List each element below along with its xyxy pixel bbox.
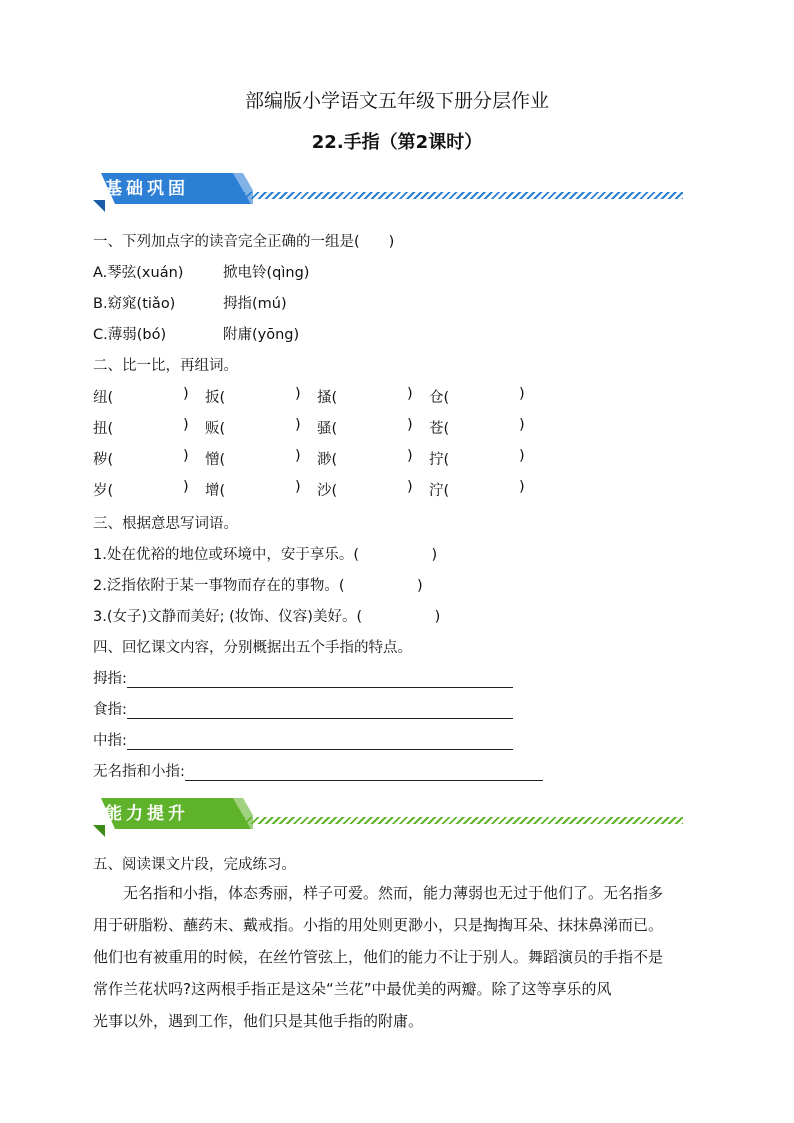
option-c-2: 附庸(yōng): [223, 327, 300, 343]
reading-passage: [93, 877, 705, 1037]
option-a-1: A.琴弦(xuán): [93, 265, 184, 281]
paren-close: ): [519, 386, 525, 402]
paren-close: ): [295, 417, 301, 433]
option-b: [93, 292, 287, 313]
grid-cell: 渺(: [317, 452, 338, 468]
paren-close: ): [183, 448, 189, 464]
answer-line[interactable]: [127, 669, 513, 688]
option-b-2: 拇指(mú): [223, 296, 287, 312]
finger-row-middle: [93, 729, 513, 750]
question-4-stem: 四、回忆课文内容，分别概据出五个手指的特点。: [93, 640, 412, 656]
question-5-stem: 五、阅读课文片段，完成练习。: [93, 857, 296, 873]
answer-line[interactable]: [127, 731, 513, 750]
grid-cell: 纽(: [93, 390, 114, 406]
grid-cell: 扳(: [205, 390, 226, 406]
grid-cell: 憎(: [205, 452, 226, 468]
paren-close: ): [407, 479, 413, 495]
question-3-item-3: 3.(女子)文静而美好; (妆饰、仪容)美好。( ): [93, 609, 441, 625]
option-b-1: B.窈窕(tiǎo): [93, 296, 176, 312]
finger-row-index: [93, 698, 513, 719]
grid-cell: 苍(: [429, 421, 450, 437]
lesson-title: 22.手指（第2课时）: [311, 132, 483, 153]
passage-line: 光事以外，遇到工作，他们只是其他手指的附庸。: [93, 1012, 424, 1030]
compare-grid: [93, 386, 553, 506]
paren-close: ): [407, 417, 413, 433]
grid-cell: 骚(: [317, 421, 338, 437]
banner-stripes: [243, 192, 683, 199]
answer-line[interactable]: [127, 700, 513, 719]
paren-close: ): [295, 448, 301, 464]
paren-close: ): [407, 448, 413, 464]
section-banner-advanced: [93, 795, 683, 837]
finger-label: 中指:: [93, 733, 127, 749]
passage-line: 用于研脂粉、蘸药末、戴戒指。小指的用处则更渺小，只是掏掏耳朵、抹抹鼻涕而已。: [93, 916, 664, 934]
paren-close: ): [519, 479, 525, 495]
grid-cell: 拧(: [429, 452, 450, 468]
answer-line[interactable]: [185, 762, 543, 781]
option-c: [93, 323, 300, 344]
question-2-stem: 二、比一比，再组词。: [93, 358, 238, 374]
paren-close: ): [407, 386, 413, 402]
paren-close: ): [183, 417, 189, 433]
passage-line: 常作兰花状吗?这两根手指正是这朵“兰花”中最优美的两瓣。除了这等享乐的风: [93, 980, 612, 998]
paren-close: ): [183, 386, 189, 402]
option-a: [93, 261, 310, 282]
question-3-item-1: 1.处在优裕的地位或环境中，安于享乐。( ): [93, 547, 438, 563]
finger-label: 拇指:: [93, 671, 127, 687]
passage-line: 他们也有被重用的时候，在丝竹管弦上，他们的能力不让于别人。舞蹈演员的手指不是: [93, 948, 664, 966]
grid-cell: 沙(: [317, 483, 338, 499]
grid-cell: 仓(: [429, 390, 450, 406]
grid-cell: 扭(: [93, 421, 114, 437]
finger-row-thumb: [93, 667, 513, 688]
paren-close: ): [295, 386, 301, 402]
section-banner-basic: [93, 170, 683, 212]
banner-stripes: [243, 817, 683, 824]
paren-close: ): [519, 417, 525, 433]
section-label: 基础巩固: [105, 179, 189, 199]
paren-close: ): [295, 479, 301, 495]
passage-line: 无名指和小指，体态秀丽，样子可爱。然而，能力薄弱也无过于他们了。无名指多: [123, 884, 664, 902]
grid-cell: 秽(: [93, 452, 114, 468]
grid-cell: 增(: [205, 483, 226, 499]
question-1-stem: 一、下列加点字的读音完全正确的一组是( ): [93, 234, 395, 250]
paren-close: ): [183, 479, 189, 495]
grid-cell: 泞(: [429, 483, 450, 499]
option-a-2: 掀电铃(qìng): [223, 265, 310, 281]
grid-cell: 贩(: [205, 421, 226, 437]
finger-row-ring-little: [93, 760, 543, 781]
paren-close: ): [519, 448, 525, 464]
question-3-item-2: 2.泛指依附于某一事物而存在的事物。( ): [93, 578, 423, 594]
option-c-1: C.薄弱(bó): [93, 327, 167, 343]
question-3-stem: 三、根据意思写词语。: [93, 516, 238, 532]
finger-label: 食指:: [93, 702, 127, 718]
section-label: 能力提升: [105, 804, 189, 824]
document-title: 部编版小学语文五年级下册分层作业: [244, 90, 549, 112]
finger-label: 无名指和小指:: [93, 764, 185, 780]
grid-cell: 搔(: [317, 390, 338, 406]
grid-cell: 岁(: [93, 483, 114, 499]
